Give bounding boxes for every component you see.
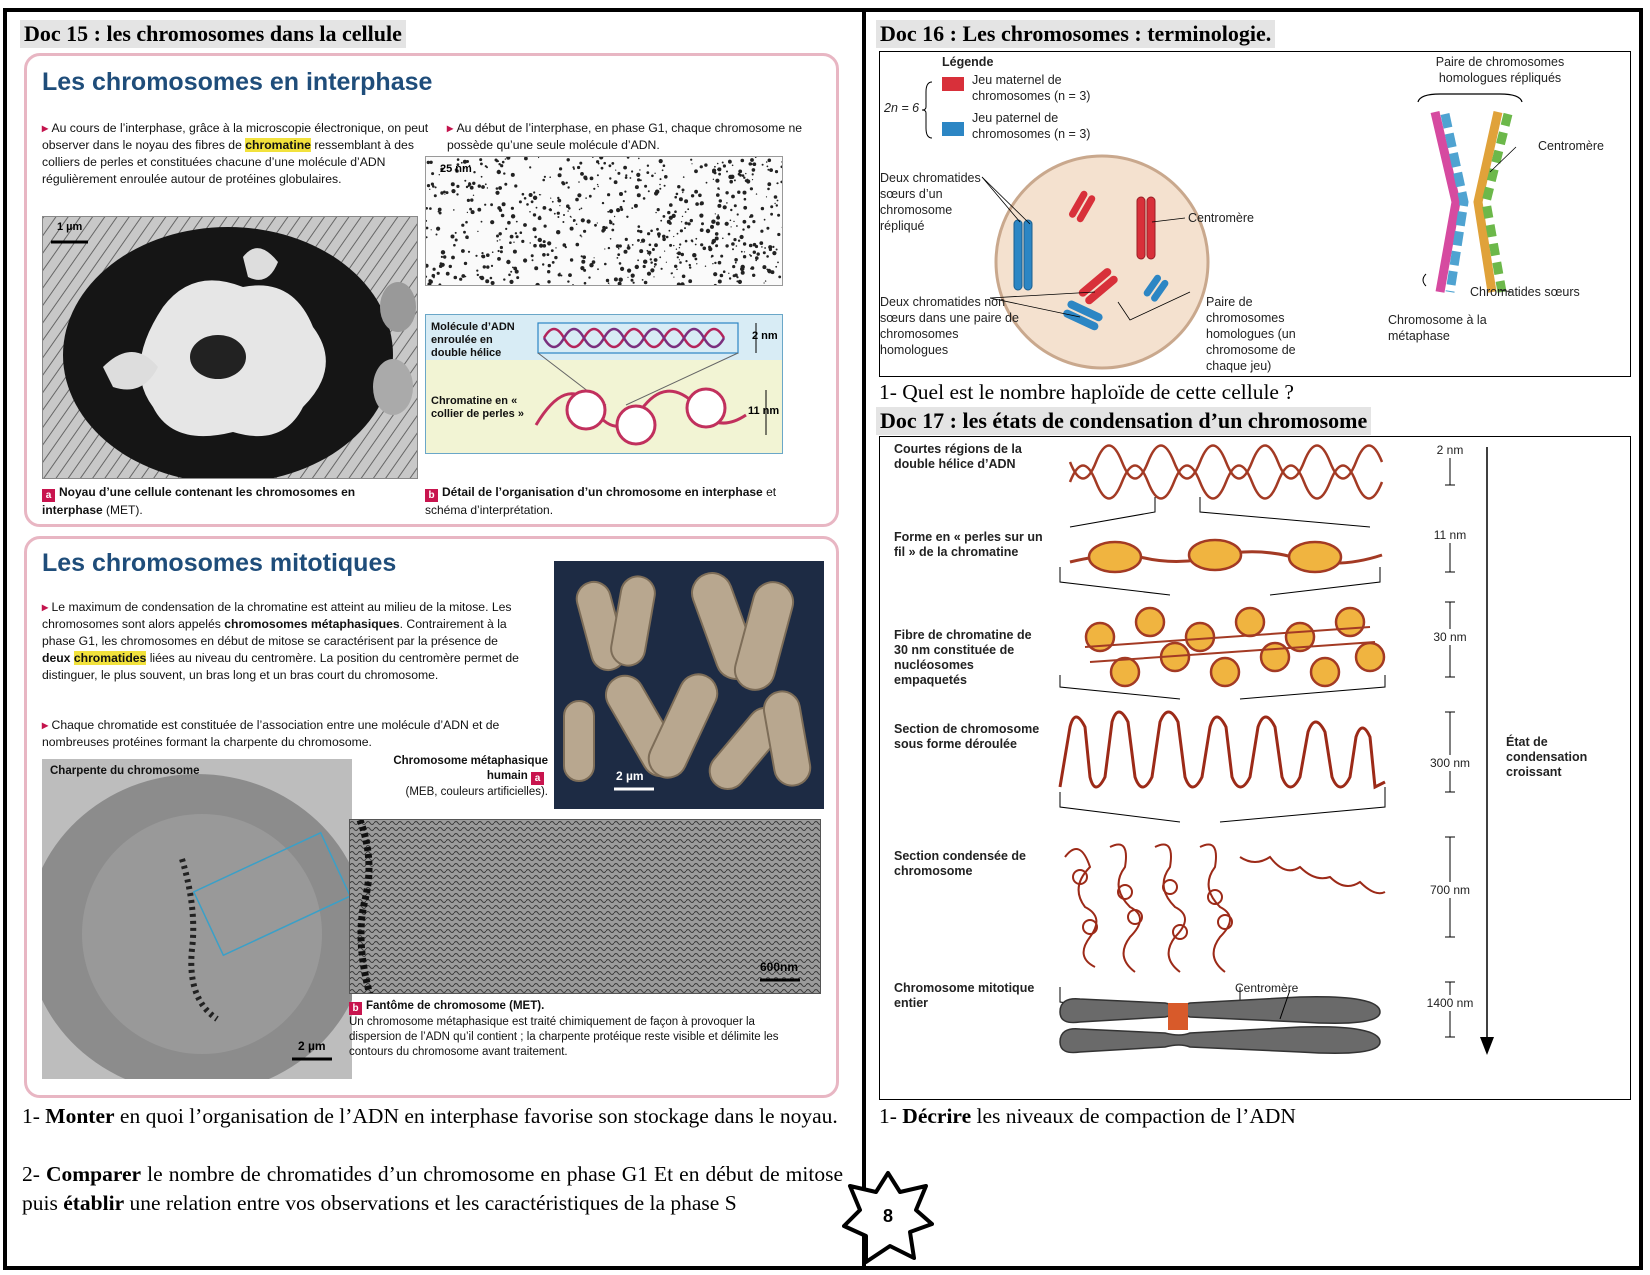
- page-number-badge: [842, 1170, 934, 1266]
- column-divider: [862, 8, 866, 1270]
- level-size: 1400 nm: [1420, 995, 1480, 1011]
- caption-nucleus: a Noyau d’une cellule contenant les chromosomes en interphase (MET).: [42, 485, 356, 517]
- scale-1um: 1 µm: [57, 221, 83, 233]
- mitotic-paragraph-1: ▸ Le maximum de condensation de la chromatine est atteint au milieu de la mitose. Les chromosomes sont alors appelés chromosomes métaphasiques. Contrairement à la phase G1, les chromosomes en début de mitose se caractérisent par la présence de deux chromatides liées au niveau du centromère. La position du centromère permet de distinguer, le plus souvent, un bras long et un bras court du chromosome.: [42, 600, 519, 682]
- label-replicated-pair: Paire de chromosomes homologues répliqués: [1435, 55, 1565, 85]
- badge-a-mitotic: a: [531, 772, 544, 785]
- interphase-paragraph-1: ▸ Au cours de l’interphase, grâce à la microscopie électronique, on peut observer dans le noyau des fibres de chromatine ressemblant à des colliers de perles et constituées chacune d’une molécule d’ADN régulièrement enroulée autour de protéines globulaires.: [42, 121, 429, 186]
- bullet-icon: ▸: [42, 121, 52, 135]
- label-centromere-cell: Centromère: [1188, 211, 1254, 225]
- two-n-label: 2n = 6: [884, 101, 920, 115]
- level-label: Forme en « perles sur un fil » de la chromatine: [894, 530, 1043, 559]
- level-label: Fibre de chromatine de 30 nm constituée de nucléosomes empaquetés: [894, 628, 1032, 687]
- legend-title: Légende: [942, 55, 994, 69]
- dna-dispersion-image: [349, 819, 821, 994]
- level-size: 11 nm: [1420, 527, 1480, 543]
- chromosome-ghost-image: [42, 759, 352, 1079]
- doc16-title: Doc 16 : Les chromosomes : terminologie.: [876, 20, 1275, 48]
- level-label: Section de chromosome sous forme déroulée: [894, 722, 1040, 751]
- interphase-title: Les chromosomes en interphase: [42, 68, 433, 96]
- doc15-title: Doc 15 : les chromosomes dans la cellule: [20, 20, 406, 48]
- scale-25nm: 25 nm: [440, 163, 472, 175]
- level-size: 300 nm: [1420, 755, 1480, 771]
- scale-600nm: 600nm: [760, 960, 799, 974]
- condensation-arrow-label: État de condensation croissant: [1506, 735, 1588, 779]
- level-size: 30 nm: [1420, 629, 1480, 645]
- interpretation-scheme: [425, 314, 783, 454]
- label-centromere-mitotic: Centromère: [1235, 981, 1299, 995]
- interphase-paragraph-2: ▸ Au début de l’interphase, en phase G1, chaque chromosome ne possède qu’une seule molécule d’ADN.: [447, 121, 803, 152]
- label-centromere-pair: Centromère: [1538, 139, 1604, 153]
- chromatin-fiber-micrograph: [425, 156, 783, 286]
- question-doc17: 1- Décrire les niveaux de compaction de l’ADN: [879, 1104, 1296, 1128]
- label-dna-molecule: Molécule d’ADN enroulée en double hélice: [431, 321, 515, 359]
- question-1-left: 1- Monter en quoi l’organisation de l’ADN en interphase favorise son stockage dans le noyau.: [22, 1104, 838, 1128]
- nucleus-micrograph: [42, 216, 418, 479]
- level-label: Courtes régions de la double hélice d’ADN: [894, 442, 1022, 471]
- label-metaphase-chromosome: Chromosome à la métaphase: [1388, 313, 1487, 343]
- legend-maternal: Jeu maternel de chromosomes (n = 3): [972, 73, 1091, 103]
- bullet-icon: ▸: [447, 121, 457, 135]
- bullet-icon: ▸: [42, 600, 52, 614]
- question-2-left: 2- Comparer le nombre de chromatides d’un chromosome en phase G1 Et en début de mitose puis établir une relation entre vos observations et les caractéristiques de la phase S: [22, 1162, 843, 1215]
- label-nonsister-chromatids: Deux chromatides non sœurs dans une paire de chromosomes homologues: [880, 295, 1019, 357]
- caption-ghost: b Fantôme de chromosome (MET). Un chromosome métaphasique est traité chimiquement de façon à provoquer la dispersion de l’ADN qu’il contient ; la charpente protéique reste visible et délimite les contours du chromosome avant traitement.: [349, 1000, 779, 1058]
- level-size: 700 nm: [1420, 882, 1480, 898]
- level-label: Chromosome mitotique entier: [894, 981, 1035, 1010]
- mitotic-title: Les chromosomes mitotiques: [42, 549, 397, 577]
- mitotic-card: [24, 536, 839, 1098]
- level-label: Section condensée de chromosome: [894, 849, 1026, 878]
- dim-11nm: 11 nm: [748, 405, 780, 417]
- doc17-figure: [879, 436, 1631, 1100]
- label-scaffold: Charpente du chromosome: [50, 765, 200, 777]
- doc17-title: Doc 17 : les états de condensation d’un chromosome: [876, 407, 1371, 435]
- page-number: 8: [882, 1206, 893, 1226]
- label-chromatin: Chromatine en « collier de perles »: [431, 395, 524, 420]
- interphase-card: [24, 53, 839, 527]
- badge-b: b: [425, 489, 438, 502]
- mitotic-paragraph-2: ▸ Chaque chromatide est constituée de l’association entre une molécule d’ADN et de nombreuses protéines formant la charpente du chromosome.: [42, 718, 500, 749]
- label-sister-chromatids-pair: Chromatides sœurs: [1470, 285, 1580, 299]
- legend-paternal: Jeu paternel de chromosomes (n = 3): [972, 111, 1091, 141]
- label-homologous-pair: Paire de chromosomes homologues (un chromosome de chaque jeu): [1206, 295, 1296, 373]
- doc16-figure: [879, 51, 1631, 377]
- scale-2um-sem: 2 µm: [616, 769, 644, 783]
- label-sister-chromatids: Deux chromatides sœurs d’un chromosome répliqué: [880, 171, 981, 233]
- caption-sem: Chromosome métaphasique humain a (MEB, couleurs artificielles).: [393, 755, 548, 798]
- sem-chromosomes-image: [554, 561, 824, 809]
- caption-detail: b Détail de l’organisation d’un chromosome en interphase et schéma d’interprétation.: [425, 485, 777, 517]
- level-size: 2 nm: [1420, 442, 1480, 458]
- dim-2nm: 2 nm: [752, 330, 778, 342]
- question-doc16: 1- Quel est le nombre haploïde de cette cellule ?: [879, 380, 1294, 404]
- badge-b-mitotic: b: [349, 1002, 362, 1015]
- scale-2um-ghost: 2 µm: [298, 1039, 326, 1053]
- badge-a: a: [42, 489, 55, 502]
- bullet-icon: ▸: [42, 718, 52, 732]
